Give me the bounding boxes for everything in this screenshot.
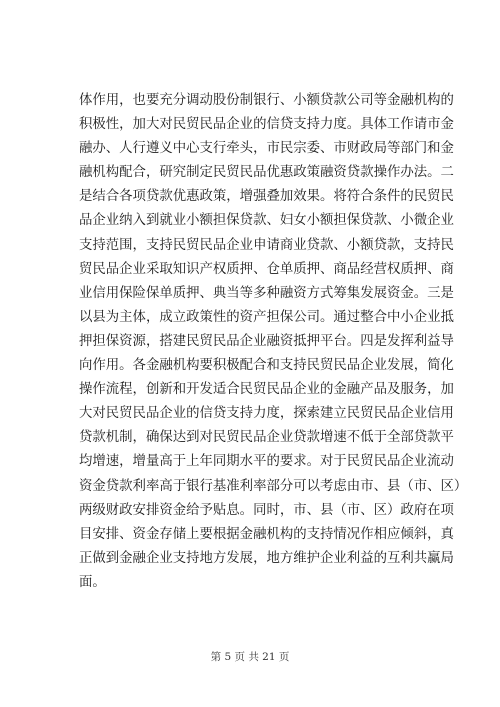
text-line: 两级财政安排资金给予贴息。同时，市、县（市、区）政府在项 (79, 502, 454, 518)
body-paragraph (79, 89, 468, 595)
text-line: 资金贷款利率高于银行基准利率部分可以考虑由市、县（市、区） (79, 478, 468, 494)
text-line: 是结合各项贷款优惠政策，增强叠加效果。将符合条件的民贸民 (79, 189, 454, 205)
text-line: 正做到金融企业支持地方发展，地方维护企业利益的互利共赢局 (79, 550, 454, 566)
page-number-footer: 第 5 页 共 21 页 (210, 651, 290, 663)
text-line: 贸民品企业采取知识产权质押、仓单质押、商品经营权质押、商 (79, 261, 454, 277)
text-line: 支持范围，支持民贸民品企业申请商业贷款、小额贷款，支持民 (79, 237, 454, 253)
text-line: 体作用，也要充分调动股份制银行、小额贷款公司等金融机构的 (79, 93, 454, 108)
text-line: 品企业纳入到就业小额担保贷款、妇女小额担保贷款、小微企业 (79, 213, 454, 229)
text-line: 积极性，加大对民贸民品企业的信贷支持力度。具体工作请市金 (79, 117, 454, 133)
text-line: 贷款机制，确保达到对民贸民品企业贷款增速不低于全部贷款平 (79, 430, 454, 446)
text-line: 业信用保险保单质押、典当等多种融资方式筹集发展资金。三是 (79, 285, 454, 301)
text-line: 融办、人行遵义中心支行牵头，市民宗委、市财政局等部门和金 (79, 141, 454, 157)
text-line: 向作用。各金融机构要积极配合和支持民贸民品企业发展，简化 (79, 358, 454, 374)
text-line: 目安排、资金存储上要根据金融机构的支持情况作相应倾斜，真 (79, 526, 454, 542)
text-line: 融机构配合，研究制定民贸民品优惠政策融资贷款操作办法。二 (79, 165, 454, 181)
text-line: 操作流程，创新和开发适合民贸民品企业的金融产品及服务，加 (79, 382, 454, 398)
text-line: 均增速，增量高于上年同期水平的要求。对于民贸民品企业流动 (79, 454, 454, 470)
text-line: 面。 (79, 574, 106, 590)
text-line: 以县为主体，成立政策性的资产担保公司。通过整合中小企业抵 (79, 309, 454, 325)
text-line: 押担保资源，搭建民贸民品企业融资抵押平台。四是发挥利益导 (79, 333, 454, 349)
text-line: 大对民贸民品企业的信贷支持力度，探索建立民贸民品企业信用 (79, 406, 454, 422)
